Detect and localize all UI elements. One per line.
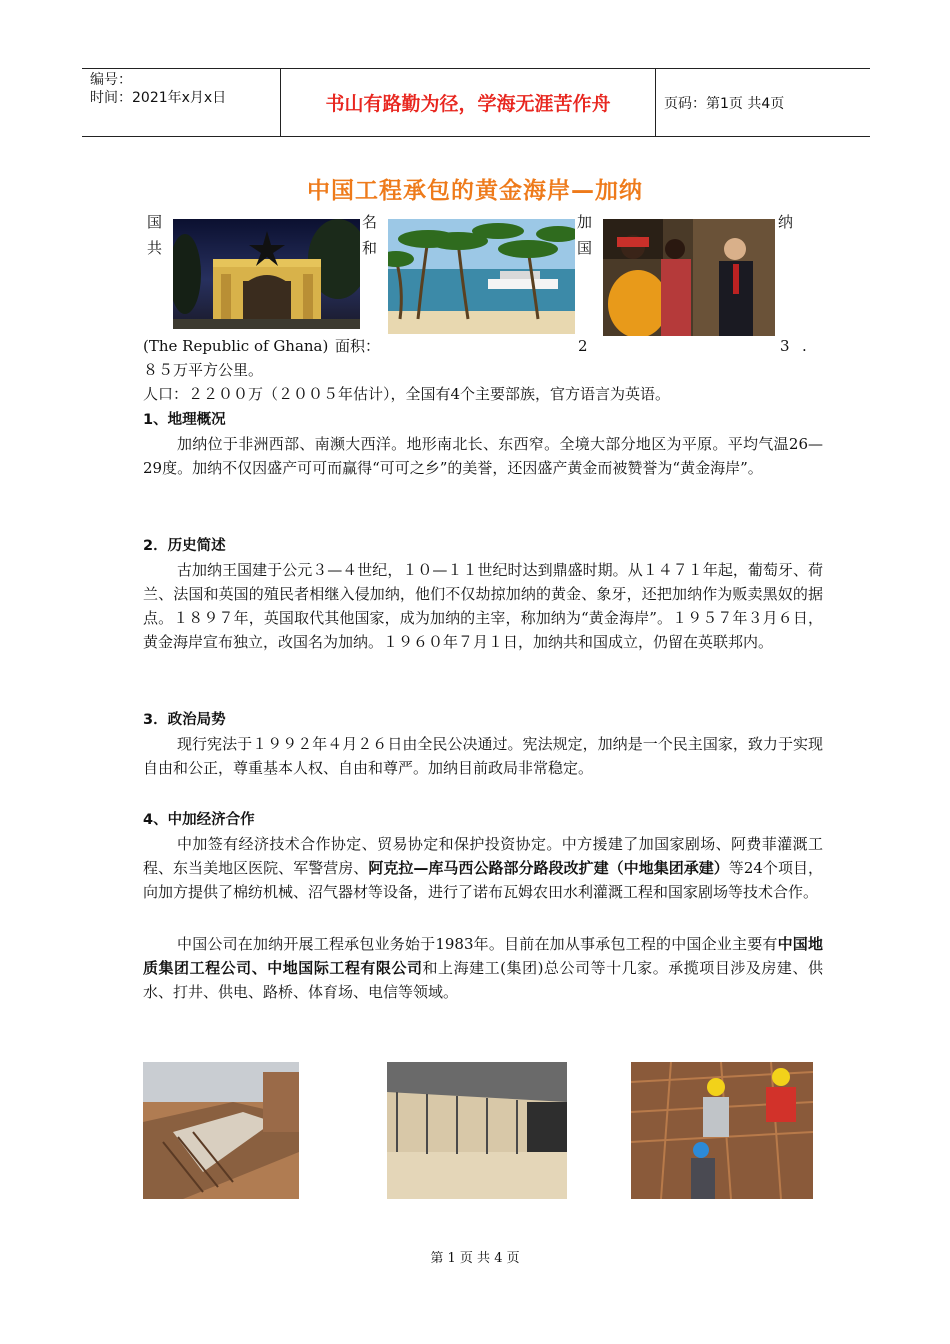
bold-project-name: 阿克拉—库马西公路部分路段改扩建（中地集团承建） (368, 859, 729, 877)
intro-char: 和 (362, 239, 378, 257)
text-run: 中国公司在加纳开展工程承包业务始于1983年。目前在加从事承包工程的中国企业主要有 (177, 935, 778, 953)
section-heading: 1、地理概况 (143, 412, 226, 428)
section-body: 加纳位于非洲西部、南濒大西洋。地形南北长、东西窄。全境大部分地区为平原。平均气温26—29度。加纳不仅因盛产可可而赢得“可可之乡”的美誉，还因盛产黄金而被赞誉为“黄金海岸”。 (143, 435, 823, 477)
bold-company-names: 中国地质集团工程公司、中地国际工程有限公司 (143, 935, 823, 977)
intro-char: 国 (147, 213, 163, 231)
section-heading: 3．政治局势 (143, 712, 226, 728)
header-table (82, 68, 870, 137)
republic-english: (The Republic of Ghana) (143, 337, 329, 355)
page-footer: 第 1 页 共 4 页 (430, 1251, 520, 1266)
area-label: 面积： (335, 337, 381, 355)
area-dot: . (802, 337, 807, 355)
area-digit: 2 (578, 337, 588, 355)
section-body: 古加纳王国建于公元３—４世纪，１０—１１世纪时达到鼎盛时期。从１４７１年起，葡萄牙、荷兰、法国和英国的殖民者相继入侵加纳，他们不仅劫掠加纳的黄金、象牙，还把加纳作为贩卖黑奴的据点。１８９７年，英国取代其他国家，成为加纳的主宰，称加纳为“黄金海岸”。１９５７年３月６日，黄金海岸宣布独立，改国名为加纳。１９６０年７月１日，加纳共和国成立，仍留在英联邦内。 (143, 561, 823, 651)
text-run: 和上海建工(集团)总公司等十几家。承揽项目涉及房建、供水、打井、供电、路桥、体育场、电信等领域。 (143, 959, 823, 1001)
page-title: 中国工程承包的黄金海岸—加纳 (307, 178, 643, 204)
section-body (143, 932, 823, 1004)
area-continuation: ８５万平方公里。 (143, 361, 264, 379)
section-body (143, 832, 823, 904)
photo-independence-arch (173, 219, 360, 329)
photo-beach-palms (388, 219, 575, 334)
section-heading: 4、中加经济合作 (143, 812, 255, 828)
intro-char: 加 (577, 213, 593, 231)
photo-construction-site-1 (143, 1062, 299, 1199)
page-label: 页码：第1页 共4页 (664, 95, 785, 112)
photo-people-meeting (603, 219, 775, 336)
number-label: 编号： (90, 72, 132, 88)
area-digit: 3 (780, 337, 790, 355)
population: 人口：２２００万（２００５年估计），全国有4个主要部族，官方语言为英语。 (143, 385, 671, 403)
header-left-cell (82, 69, 281, 136)
section-body: 现行宪法于１９９２年４月２６日由全民公决通过。宪法规定，加纳是一个民主国家，致力于实现自由和公正，尊重基本人权、自由和尊严。加纳目前政局非常稳定。 (143, 735, 823, 777)
intro-char: 纳 (778, 213, 794, 231)
intro-char: 共 (147, 239, 163, 257)
text-run: 中加签有经济技术合作协定、贸易协定和保护投资协定。中方援建了加国家剧场、阿费菲灌溉工程、东当美地区医院、军警营房、 (143, 835, 823, 877)
photo-construction-site-2 (387, 1062, 567, 1199)
section-heading: 2．历史简述 (143, 538, 226, 554)
text-run: 等24个项目，向加方提供了棉纺机械、沼气器材等设备，进行了诺布瓦姆农田水利灌溉工程和国家剧场等技术合作。 (143, 859, 823, 901)
motto: 书山有路勤为径，学海无涯苦作舟 (281, 69, 656, 136)
time-label: 时间：2021年x月x日 (90, 90, 227, 106)
intro-char: 国 (577, 239, 593, 257)
intro-char: 名 (362, 213, 378, 231)
photo-construction-workers (631, 1062, 813, 1199)
